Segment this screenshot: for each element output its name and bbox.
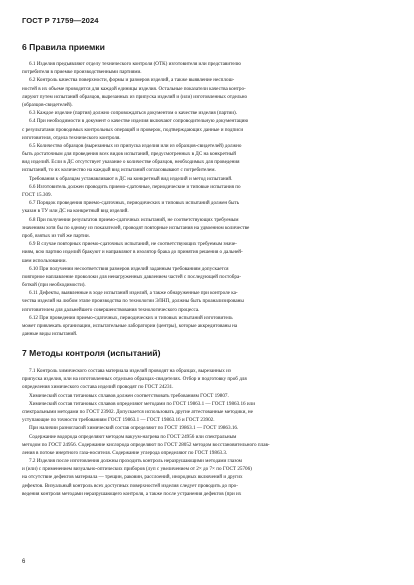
text-line: данные виды испытаний. [22, 331, 78, 338]
text-line: 6.8 При получении результатов приемо-сдаточных испытаний, не соответствующих требуемым [29, 216, 239, 223]
text-line: вид изделий. Если в ДС отсутствует указание о количестве образцов, необходимых для проведения [22, 159, 240, 166]
section-6-heading: 6 Правила приемки [22, 42, 105, 52]
text-line: дефектов. Визуальный контроль всех доступных поверхностей изделия следует проводить до про- [22, 482, 238, 489]
text-line: ведения контроля методами неразрушающего контроля, а также после устранения дефектов (при их [22, 490, 242, 497]
text-line: методом по ГОСТ 24956. Содержание кислорода определяют по ГОСТ 28052 методом восстановительного плав- [22, 441, 270, 448]
text-line: Требования к образцам устанавливают в ДС на конкретный вид изделий и метод испытаний. [29, 175, 233, 182]
text-line: Химический состав титановых сплавов определяют методами по ГОСТ 19863.1 — ГОСТ 19863.16 или [29, 400, 255, 407]
section-7-body [22, 367, 394, 498]
text-line: определения химического состава изделий проводят по ГОСТ 24231. [22, 384, 174, 391]
text-line: 6.11 Дефекты, выявленные в ходе испытаний изделий, а также обнаруженные при контроле ка- [29, 290, 238, 297]
text-line: 6.7 Порядок проведения приемо-сдаточных, периодических и типовых испытаний должен быть [29, 200, 240, 207]
text-line: указан в ТУ или ДС на конкретный вид изделий. [22, 208, 129, 215]
text-line: уступающие по точности требованиям ГОСТ 19863.1 — ГОСТ 19863.16 и ГОСТ 23902. [22, 417, 215, 424]
text-line: Химический состав титановых сплавов должен соответствовать требованиям ГОСТ 19807. [29, 392, 229, 399]
text-line: Содержание водорода определяют методом вакуум-нагрева по ГОСТ 24956 или спектральным [29, 433, 237, 440]
text-line: на отсутствие дефектов материала — трещин, раковин, расслоений, инородных включений и других [22, 474, 243, 481]
text-line: боткой (при необходимости). [22, 282, 86, 289]
text-line: может привлекать организации, испытательные лаборатории (центры), которые аккредитованы на [22, 323, 238, 329]
page-number: 6 [22, 559, 26, 565]
text-line: повторное наплавление проволоки для ненагруженных давлением частей с последующей постобра- [22, 273, 241, 280]
text-line: 6.3 Каждое изделие (партия) должно сопровождаться документом о качестве изделия (партии). [29, 110, 238, 117]
text-line: 6.4 При необходимости в документ о качестве изделия включают сопроводительную документацию [29, 118, 249, 125]
text-line: 6.5 Количество образцов (вырезанных из припуска изделия или из образцов-свидетелей) должно [29, 142, 242, 149]
text-line: ностей в их объеме проводится для каждой единицы изделия. Остальные показатели качества контро- [22, 85, 246, 92]
text-line: ниям, всю партию изделий бракуют и направляют в изолятор брака до принятия решения о дальней- [22, 249, 243, 256]
section-7-heading: 7 Методы контроля (испытаний) [22, 348, 161, 358]
text-line: 6.1 Изделия предъявляют отделу технического контроля (ОТК) изготовителя или представителю [29, 61, 242, 67]
text-line: ГОСТ 15.309. [22, 192, 52, 198]
text-line: 7.1 Контроль химического состава материала изделий проводят на образцах, вырезанных из [29, 368, 231, 374]
text-line: ления в потоке инертного газа-носителя. Содержание углерода определяют по ГОСТ 19863.3. [22, 449, 228, 456]
text-line: чества изделий на любом этапе производства по технологии ЭЛНП, должны быть проанализированы [22, 298, 244, 305]
text-line: значениям хотя бы по одному из показателей, проводят повторные испытания на удвоенном количестве [22, 224, 250, 231]
text-line: При наличии разногласий химический состав определяют по ГОСТ 19863.1 — ГОСТ 19863.16. [29, 425, 239, 432]
standard-header: ГОСТ Р 71759—2024 [22, 16, 99, 25]
text-line: проб, взятых из той же партии. [22, 232, 90, 239]
text-line: и (или) с применением визуально-оптических приборов (луп с увеличением от 2× до 7× по ГОСТ 25706) [22, 466, 252, 473]
text-line: припуска изделия, или на изготовленных отдельно образцах-свидетелях. Отбор и подготовку проб для [22, 376, 247, 383]
text-line: быть достаточным для проведения всех видов испытаний, предусмотренных в ДС на конкретный [22, 151, 236, 158]
text-line: с результатами проводимых контрольных операций и проверок, подтверждающих данные и подписи [22, 126, 244, 133]
text-line: 6.12 При проведении приемо-сдаточных, периодических и типовых испытаний изготовитель [29, 314, 233, 321]
section-6-body [22, 60, 394, 338]
text-line: шем использовании. [22, 257, 67, 264]
text-line: изготовителя, отдела технического контроля. [22, 134, 121, 141]
text-line: лируют путем испытаний образцов, вырезанных из припуска изделий и (или) изготовленных отдельно [22, 93, 248, 100]
text-line: 6.6 Изготовитель должен проводить приемо-сдаточные, периодические и типовые испытания по [29, 183, 241, 190]
text-line: спектральными методами по ГОСТ 23902. Допускается использовать другие аттестованные методики, не [22, 408, 253, 415]
text-line: (образцов-свидетелей). [22, 101, 73, 108]
text-line: 6.9 В случае повторных приемо-сдаточных испытаний, не соответствующих требуемым значе- [29, 241, 237, 248]
text-line: 6.10 При получении несоответствия размеров изделий заданным требованиям допускается [29, 265, 229, 272]
text-line: потребителя в приемке производственными партиями. [22, 69, 142, 76]
text-line: 6.2 Контроль качества поверхности, формы и размеров изделий, а также выявление несплош- [29, 77, 235, 84]
text-line: изготовителем для дальнейшего совершенствования технологического процесса. [22, 306, 200, 313]
text-line: испытаний, то их количество на каждый вид испытаний согласовывают с потребителем. [22, 167, 216, 174]
text-line: 7.2 Изделия после изготовления должны проходить контроль неразрушающими методами глазом [29, 458, 242, 465]
